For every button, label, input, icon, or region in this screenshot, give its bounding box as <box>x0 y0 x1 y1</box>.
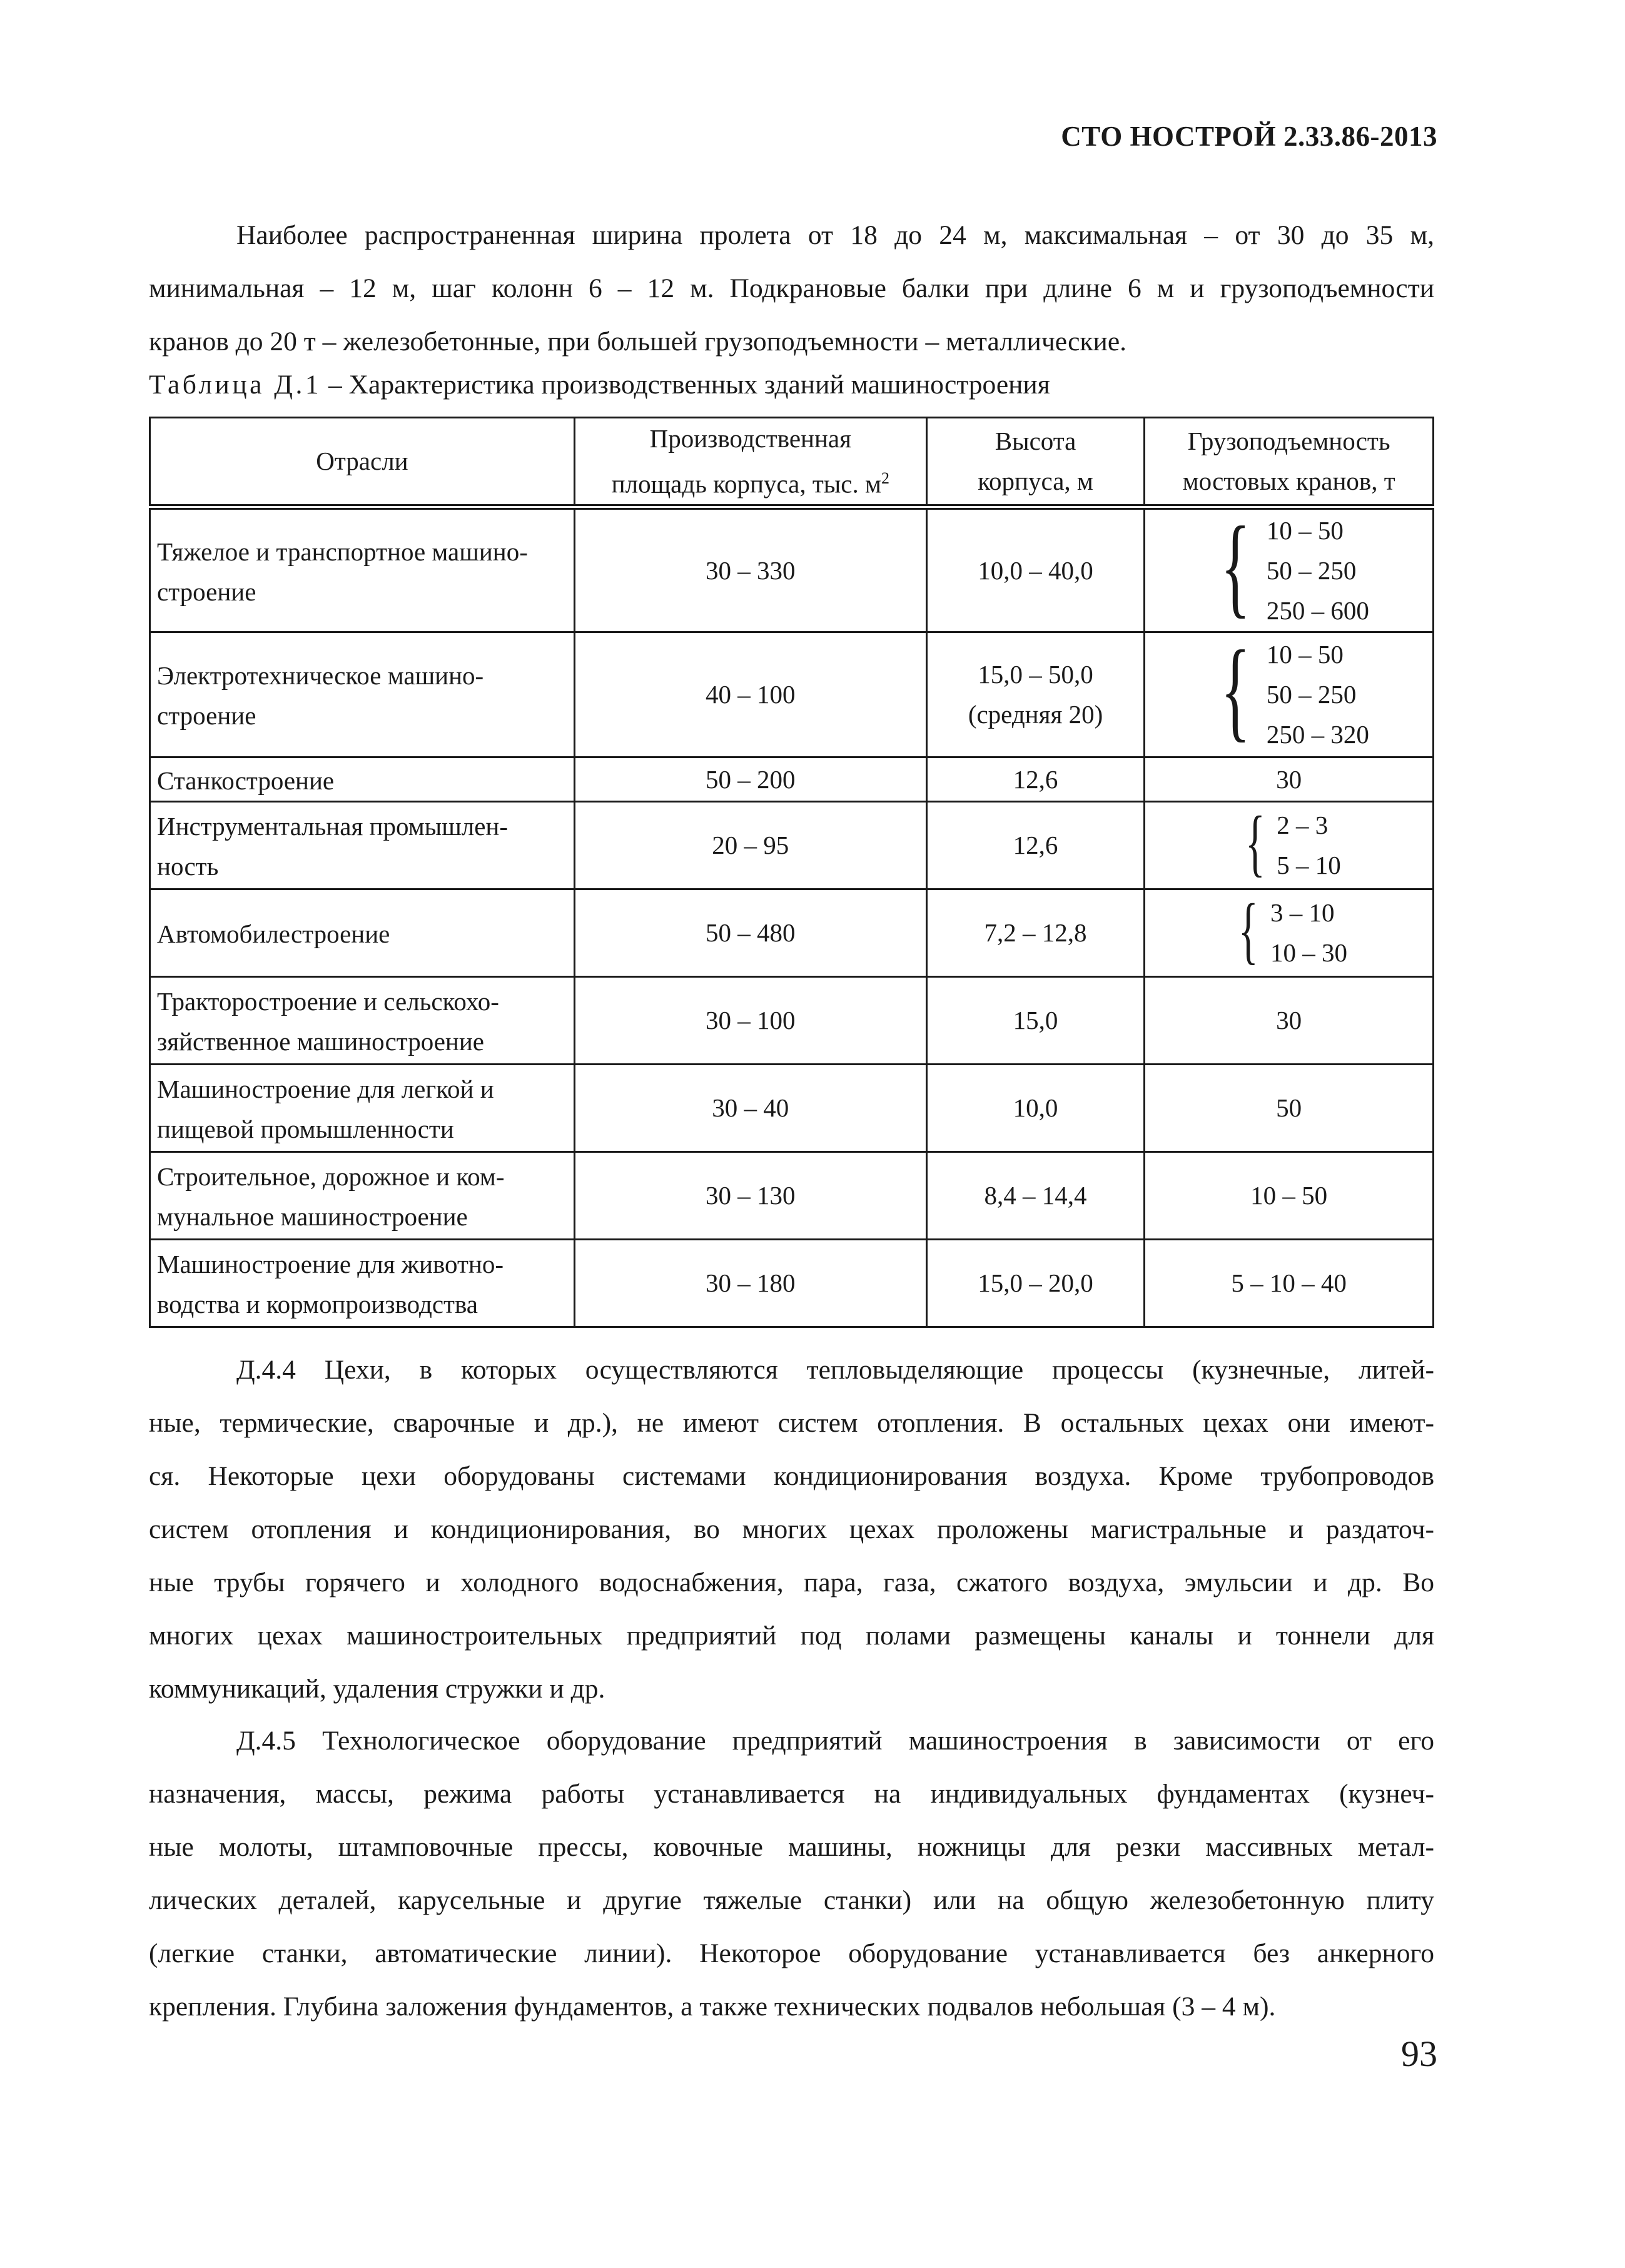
industry-cell <box>150 1064 575 1152</box>
crane-capacity-cell: 50 <box>1145 1064 1434 1152</box>
crane-capacity-value: 2 – 3 <box>1277 811 1329 840</box>
crane-capacity-cell <box>1145 801 1434 889</box>
page-number: 93 <box>1401 2033 1437 2074</box>
height-value: 15,0 – 50,0 <box>978 660 1093 689</box>
table-row <box>150 507 1434 632</box>
table-row <box>150 757 1434 801</box>
industry-cell <box>150 889 575 976</box>
text-line: (легкие станки, автоматические линии). Некоторое оборудование устанавливается без анкерного <box>149 1938 1434 1968</box>
industry-name-line: Тяжелое и транспортное машино- <box>157 537 528 566</box>
crane-capacity-value: 50 – 250 <box>1266 555 1357 585</box>
text-line: Наиболее распространенная ширина пролета от 18 до 24 м, максимальная – от 30 до 35 м, <box>236 220 1434 250</box>
industry-name-line: мунальное машиностроение <box>157 1202 468 1232</box>
height-cell <box>926 1239 1145 1327</box>
industry-cell <box>150 1152 575 1239</box>
area-cell: 40 – 100 <box>574 632 926 757</box>
industry-cell <box>150 632 575 757</box>
industry-name-line: ность <box>157 852 219 881</box>
area-cell: 30 – 180 <box>574 1239 926 1327</box>
table-header-row <box>150 418 1434 507</box>
industry-name-line: Тракторостроение и сельскохо- <box>157 987 499 1016</box>
curly-brace-icon: { <box>1220 503 1251 628</box>
industry-name-line: Строительное, дорожное и ком- <box>157 1162 505 1192</box>
crane-capacity-cell <box>1145 889 1434 976</box>
crane-capacity-cell: 10 – 50 <box>1145 1152 1434 1239</box>
text-line: многих цехах машиностроительных предприятий под полами размещены каналы и тоннели для <box>149 1621 1434 1651</box>
height-cell <box>926 507 1145 632</box>
text-line: ные трубы горячего и холодного водоснабжения, пара, газа, сжатого воздуха, эмульсии и др. Во <box>149 1567 1434 1597</box>
crane-capacity-cell: 30 <box>1145 757 1434 801</box>
text-line: ся. Некоторые цехи оборудованы системами кондиционирования воздуха. Кроме трубопроводов <box>149 1461 1434 1491</box>
industry-name-line: Станкостроение <box>157 766 335 795</box>
crane-capacity-value: 10 – 30 <box>1270 938 1347 968</box>
text-line: систем отопления и кондиционирования, во многих цехах проложены магистральные и раздаточ- <box>149 1514 1434 1544</box>
table-row <box>150 1152 1434 1239</box>
crane-capacity-value: 10 – 50 <box>1266 515 1344 545</box>
height-value: 15,0 <box>1013 1006 1058 1035</box>
crane-capacity-value: 5 – 10 <box>1277 851 1341 880</box>
height-cell <box>926 1064 1145 1152</box>
height-cell <box>926 632 1145 757</box>
header-crane-capacity: Грузоподъемность мостовых кранов, т <box>1145 418 1434 507</box>
header-industries: Отрасли <box>150 418 575 507</box>
paragraph-d44 <box>149 1344 1434 1716</box>
height-value: 8,4 – 14,4 <box>984 1181 1087 1210</box>
industry-cell <box>150 507 575 632</box>
crane-capacity-cell <box>1145 503 1434 632</box>
table-row <box>150 1064 1434 1152</box>
area-cell: 30 – 130 <box>574 1152 926 1239</box>
table-row <box>150 889 1434 976</box>
text-line: крепления. Глубина заложения фундаментов, а также технических подвалов небольшая (3 – 4 м). <box>149 1992 1276 2022</box>
industry-name-line: Машиностроение для животно- <box>157 1250 504 1279</box>
paragraph-d45 <box>149 1714 1434 2033</box>
table-caption-title: – Характеристика производственных зданий машиностроения <box>321 370 1050 400</box>
header-production-area: Производственная площадь корпуса, тыс. $м^2$ <box>574 418 926 507</box>
crane-capacity-cell: 5 – 10 – 40 <box>1145 1239 1434 1327</box>
industry-name-line: Машиностроение для легкой и <box>157 1075 494 1104</box>
height-cell <box>926 801 1145 889</box>
height-cell <box>926 757 1145 801</box>
crane-capacity-cell: 30 <box>1145 976 1434 1064</box>
industry-cell <box>150 757 575 801</box>
curly-brace-icon: { <box>1220 627 1251 752</box>
text-line: назначения, массы, режима работы устанавливается на индивидуальных фундаментах (кузнеч- <box>149 1779 1434 1809</box>
height-cell <box>926 976 1145 1064</box>
height-value: 10,0 <box>1013 1093 1058 1123</box>
area-cell: 30 – 100 <box>574 976 926 1064</box>
crane-capacity-value: 10 – 50 <box>1266 640 1344 669</box>
text-line: кранов до 20 т – железобетонные, при большей грузоподъемности – металлические. <box>149 327 1127 357</box>
industry-cell <box>150 1239 575 1327</box>
height-value: 15,0 – 20,0 <box>978 1268 1093 1298</box>
crane-capacity-value: 250 – 320 <box>1266 720 1369 749</box>
text-line: Д.4.5 Технологическое оборудование предприятий машиностроения в зависимости от его <box>236 1726 1434 1756</box>
table-row <box>150 801 1434 889</box>
text-line: коммуникаций, удаления стружки и др. <box>149 1674 605 1704</box>
curly-brace-icon: { <box>1245 801 1265 884</box>
text-line: ные молоты, штамповочные прессы, ковочные машины, ножницы для резки массивных метал- <box>149 1832 1434 1862</box>
crane-capacity-value: 3 – 10 <box>1270 898 1335 928</box>
text-line: ные, термические, сварочные и др.), не имеют систем отопления. В остальных цехах они имеют- <box>149 1408 1434 1438</box>
industry-name-line: Инструментальная промышлен- <box>157 812 509 841</box>
industry-name-line: пищевой промышленности <box>157 1115 454 1144</box>
table-caption <box>149 369 1050 400</box>
text-line: Д.4.4 Цехи, в которых осуществляются тепловыделяющие процессы (кузнечные, литей- <box>236 1355 1434 1385</box>
industry-name-line: Автомобилестроение <box>157 919 390 949</box>
area-cell: 30 – 40 <box>574 1064 926 1152</box>
industry-cell <box>150 801 575 889</box>
text-line: лических деталей, карусельные и другие тяжелые станки) или на общую железобетонную плиту <box>149 1885 1434 1915</box>
crane-capacity-value: 50 – 250 <box>1266 680 1357 709</box>
industry-cell <box>150 976 575 1064</box>
height-value: 12,6 <box>1013 831 1058 860</box>
document-code: СТО НОСТРОЙ 2.33.86-2013 <box>1061 121 1437 152</box>
industry-name-line: строение <box>157 701 256 731</box>
table-row <box>150 976 1434 1064</box>
crane-capacity-value: 250 – 600 <box>1266 595 1369 625</box>
table-row <box>150 632 1434 757</box>
height-value: 7,2 – 12,8 <box>984 918 1087 948</box>
industry-name-line: водства и кормопроизводства <box>157 1290 478 1319</box>
height-value: 10,0 – 40,0 <box>978 555 1093 585</box>
industry-name-line: строение <box>157 577 256 606</box>
intro-paragraph <box>149 209 1434 368</box>
area-cell: 30 – 330 <box>574 507 926 632</box>
curly-brace-icon: { <box>1238 888 1259 972</box>
characteristics-table <box>149 417 1434 1328</box>
height-value: (средняя 20) <box>968 700 1103 729</box>
area-cell: 20 – 95 <box>574 801 926 889</box>
industry-name-line: Электротехническое машино- <box>157 661 484 691</box>
text-line: минимальная – 12 м, шаг колонн 6 – 12 м. Подкрановые балки при длине 6 м и грузоподъемности <box>149 273 1434 303</box>
table-row <box>150 1239 1434 1327</box>
height-value: 12,6 <box>1013 764 1058 794</box>
crane-capacity-cell <box>1145 627 1434 757</box>
header-building-height: Высота корпуса, м <box>926 418 1145 507</box>
height-cell <box>926 1152 1145 1239</box>
industry-name-line: зяйственное машиностроение <box>157 1027 484 1056</box>
area-cell: 50 – 200 <box>574 757 926 801</box>
table-caption-label: Таблица Д.1 <box>149 370 322 400</box>
area-cell: 50 – 480 <box>574 889 926 976</box>
height-cell <box>926 889 1145 976</box>
